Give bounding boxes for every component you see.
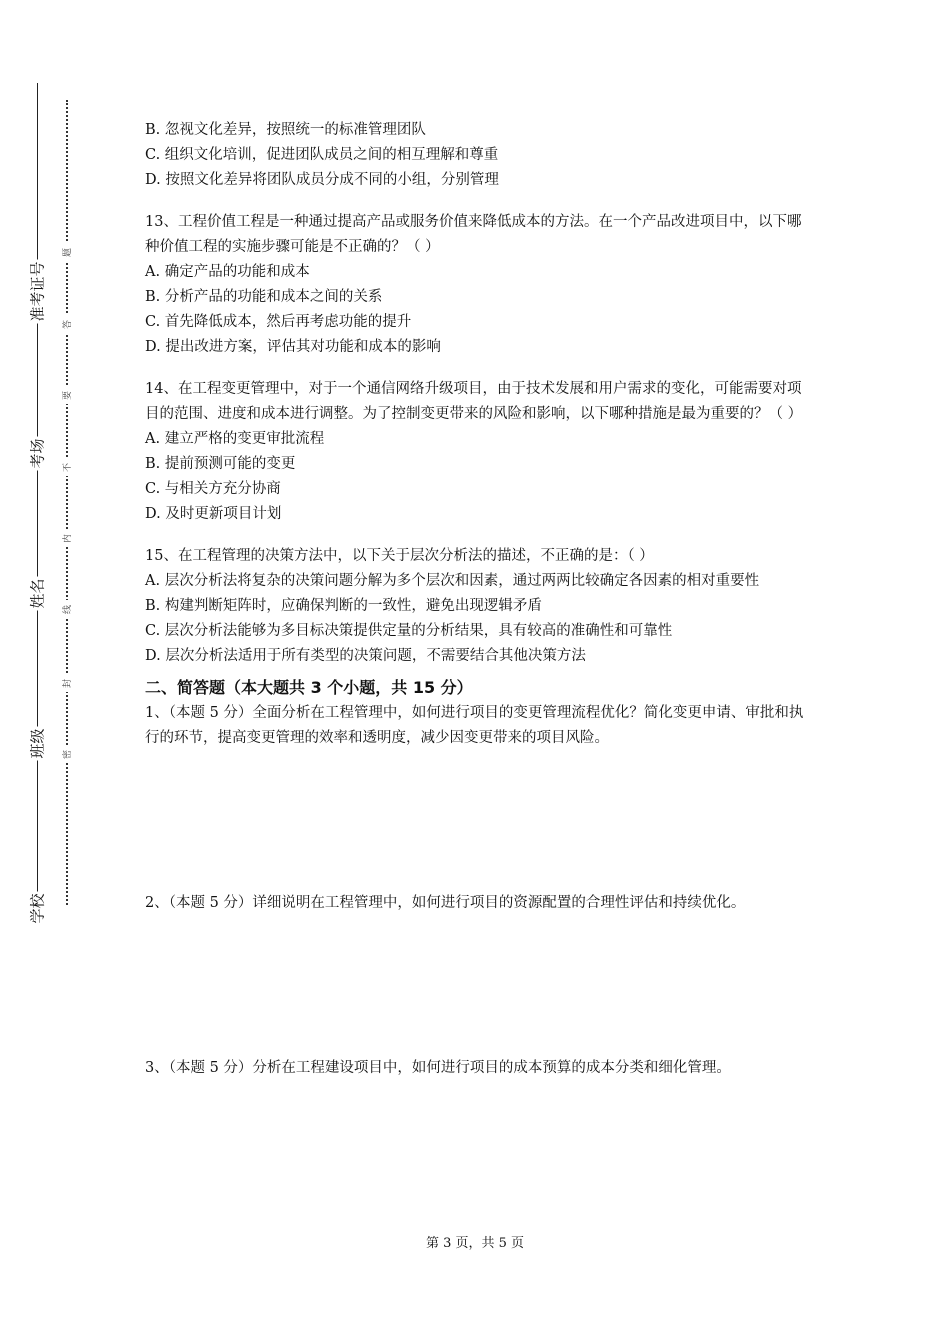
- seal-char: 题: [58, 243, 76, 261]
- question-15: [145, 544, 813, 669]
- question-stem: 14、在工程变更管理中，对于一个通信网络升级项目，由于技术发展和用户需求的变化，可能需要对项目的范围、进度和成本进行调整。为了控制变更带来的风险和影响，以下哪种措施是最为重要的？（ ）: [145, 381, 803, 422]
- option-a: A. 层次分析法将复杂的决策问题分解为多个层次和因素，通过两两比较确定各因素的相对重要性: [145, 573, 760, 589]
- option-b: B. 分析产品的功能和成本之间的关系: [145, 289, 383, 305]
- seal-char: 封: [58, 674, 76, 692]
- option-b: B. 构建判断矩阵时，应确保判断的一致性，避免出现逻辑矛盾: [145, 598, 542, 614]
- admission-number-field[interactable]: 准考证号: [28, 260, 47, 322]
- seal-char: 线: [58, 600, 76, 618]
- option-b: B. 提前预测可能的变更: [145, 456, 296, 472]
- option-c: C. 与相关方充分协商: [145, 481, 281, 497]
- seal-char: 要: [58, 386, 76, 404]
- option-d: D. 按照文化差异将团队成员分成不同的小组，分别管理: [145, 172, 499, 188]
- question-stem: 13、工程价值工程是一种通过提高产品或服务价值来降低成本的方法。在一个产品改进项目中，以下哪种价值工程的实施步骤可能是不正确的？（ ）: [145, 214, 802, 255]
- option-c: C. 组织文化培训，促进团队成员之间的相互理解和尊重: [145, 147, 499, 163]
- seal-char: 不: [58, 458, 76, 476]
- seal-dotted-line: [66, 100, 68, 905]
- page-number: 第 3 页，共 5 页: [425, 1236, 525, 1251]
- short-answer-question-3: 3、（本题 5 分）分析在工程建设项目中，如何进行项目的成本预算的成本分类和细化管理。: [145, 1060, 731, 1076]
- option-c: C. 层次分析法能够为多目标决策提供定量的分析结果，具有较高的准确性和可靠性: [145, 623, 673, 639]
- exam-room-field[interactable]: 考场: [28, 437, 47, 469]
- answer-space[interactable]: [145, 916, 813, 1056]
- binding-line: [37, 83, 38, 925]
- answer-space[interactable]: [145, 751, 813, 891]
- question-12-continued: [145, 118, 813, 193]
- exam-content: [145, 118, 813, 1081]
- option-c: C. 首先降低成本，然后再考虑功能的提升: [145, 314, 412, 330]
- class-field[interactable]: 班级: [28, 727, 47, 759]
- seal-char: 答: [58, 315, 76, 333]
- option-b: B. 忽视文化差异，按照统一的标准管理团队: [145, 122, 426, 138]
- option-d: D. 提出改进方案，评估其对功能和成本的影响: [145, 339, 441, 355]
- name-field[interactable]: 姓名: [28, 577, 47, 609]
- question-13: [145, 210, 813, 360]
- seal-char: 内: [58, 529, 76, 547]
- question-stem: 15、在工程管理的决策方法中，以下关于层次分析法的描述，不正确的是：（ ）: [145, 548, 654, 564]
- short-answer-question-2: 2、（本题 5 分）详细说明在工程管理中，如何进行项目的资源配置的合理性评估和持续优化。: [145, 895, 746, 911]
- option-d: D. 层次分析法适用于所有类型的决策问题，不需要结合其他决策方法: [145, 648, 586, 664]
- option-d: D. 及时更新项目计划: [145, 506, 282, 522]
- seal-char: 密: [58, 745, 76, 763]
- school-field[interactable]: 学校: [28, 892, 47, 924]
- option-a: A. 建立严格的变更审批流程: [145, 431, 325, 447]
- section-title-short-answer: 二、简答题（本大题共 3 个小题，共 15 分）: [145, 678, 473, 697]
- option-a: A. 确定产品的功能和成本: [145, 264, 310, 280]
- question-14: [145, 377, 813, 527]
- short-answer-question-1: 1、（本题 5 分）全面分析在工程管理中，如何进行项目的变更管理流程优化？简化变更申请、审批和执行的环节，提高变更管理的效率和透明度，减少因变更带来的项目风险。: [145, 705, 804, 746]
